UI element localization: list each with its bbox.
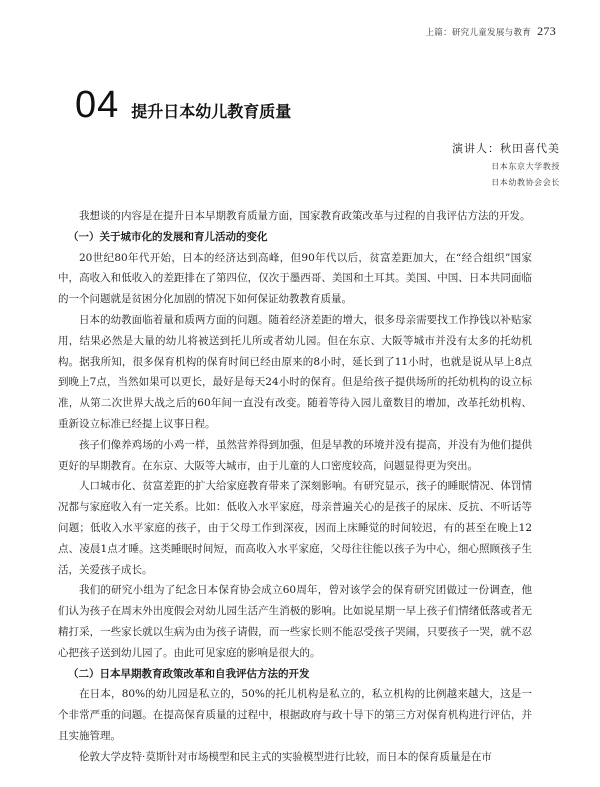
paragraph: 我想谈的内容是在提升日本早期教育质量方面，国家教育政策改革与过程的自我评估方法的开发。: [79, 210, 531, 222]
running-head-text: 上篇：研究儿童发展与教育: [425, 28, 532, 38]
chapter-title: 提升日本幼儿教育质量: [131, 102, 292, 121]
running-head: [425, 24, 556, 39]
page-number: 273: [537, 24, 556, 38]
paragraph: 人口城市化、贫富差距的扩大给家庭教育带来了深刻影响。有研究显示，孩子的睡眠情况、体罚情况都与家庭收入有一定关系。比如：低收入水平家庭，母亲普遍关心的是孩子的尿床、反抗、不听话等问题；低收入水平家庭的孩子，由于父母工作到深夜，因而上床睡觉的时间较迟，有的甚至在晚上12点、凌晨1点才睡。这类睡眠时间短，而高收入水平家庭，父母往往能以孩子为中心，细心照顾孩子生活，关爱孩子成长。: [58, 480, 532, 576]
speaker-affiliation: 日本东京大学教授: [491, 162, 560, 171]
section-heading: （一）关于城市化的发展和育儿活动的变化: [68, 230, 268, 243]
speaker-block: [452, 140, 560, 188]
paragraph: 在日本，80%的幼儿园是私立的，50%的托儿机构是私立的，私立机构的比例越来越大，这是一个非常严重的问题。在提高保育质量的过程中，根据政府与政十导下的第三方对保育机构进行评估，并且实施管理。: [58, 688, 532, 742]
chapter-heading: [75, 86, 291, 124]
paragraph: 日本的幼教面临着量和质两方面的问题。随着经济差距的增大，很多母亲需要找工作挣钱以补贴家用，结果必然是大量的幼儿将被送到托儿所或者幼儿园。但在东京、大阪等城市并没有太多的托幼机构。据我所知，很多保育机构的保育时间已经由原来的8小时，延长到了11小时，也就是说从早上8点到晚上7点，当然如果可以更长，最好是每天24小时的保育。但是给孩子提供场所的托幼机构的设立标准，从第二次世界大战之后的60年间一直没有改变。随着等待入园儿童数目的增加，改革托幼机构、重新设立标准已经提上议事日程。: [58, 313, 532, 430]
body-text: [58, 206, 532, 768]
paragraph: 我们的研究小组为了纪念日本保育协会成立60周年，曾对该学会的保育研究团做过一份调查，他们认为孩子在周末外出度假会对幼儿园生活产生消极的影响。比如说星期一早上孩子们情绪低落或者无精打采，一些家长就以生病为由为孩子请假，而一些家长则不能忍受孩子哭闹，只要孩子一哭，就不忍心把孩子送到幼儿园了。由此可见家庭的影响是很大的。: [58, 584, 532, 659]
chapter-number: 04: [75, 84, 120, 126]
speaker-name: 演讲人：秋田喜代美: [452, 142, 560, 155]
section-heading: （二）日本早期教育政策改革和自我评估方法的开发: [68, 667, 310, 680]
paragraph: 20世纪80年代开始，日本的经济达到高峰，但90年代以后，贫富差距加大，在“经合组织”国家中，高收入和低收入的差距排在了第四位，仅次于墨西哥、美国和土耳其。美国、中国、日本共同面临的一个问题就是贫困分化加剧的情况下如何保证幼教教育质量。: [58, 251, 532, 306]
paragraph: 伦敦大学皮特·莫斯针对市场模型和民主式的实验模型进行比较，而日本的保育质量是在市: [79, 750, 492, 763]
speaker-role: 日本幼教协会会长: [491, 178, 560, 187]
paragraph: 孩子们像养鸡场的小鸡一样，虽然营养得到加强，但是早教的环境并没有提高，并没有为他们提供更好的早期教育。在东京、大阪等大城市，由于儿童的人口密度较高，问题显得更为突出。: [58, 438, 532, 472]
